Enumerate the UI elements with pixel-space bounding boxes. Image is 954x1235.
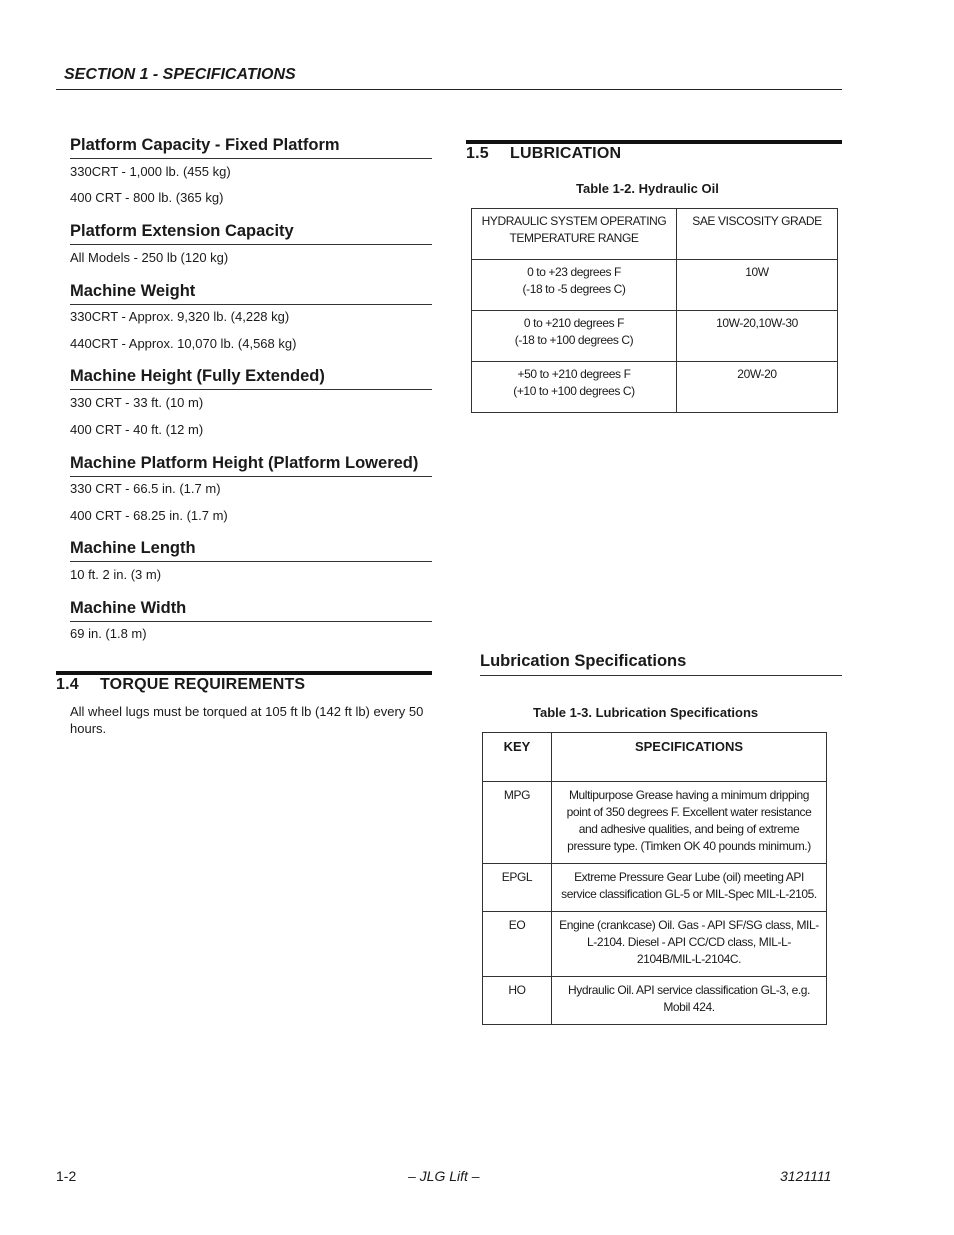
column-header: SAE VISCOSITY GRADE xyxy=(677,209,838,260)
spec-line: 10 ft. 2 in. (3 m) xyxy=(70,567,162,582)
table-cell xyxy=(472,362,677,413)
table-cell xyxy=(472,311,677,362)
section-header: SECTION 1 - SPECIFICATIONS xyxy=(64,66,296,83)
spec-line: 400 CRT - 800 lb. (365 kg) xyxy=(70,190,224,205)
table-cell: 20W-20 xyxy=(677,362,838,413)
column-header: HYDRAULIC SYSTEM OPERATING TEMPERATURE RANGE xyxy=(472,209,677,260)
lubrication-specs-table xyxy=(482,732,827,1025)
key-cell: HO xyxy=(483,977,552,1025)
spec-line: 330CRT - 1,000 lb. (455 kg) xyxy=(70,164,231,179)
section-title-text: TORQUE REQUIREMENTS xyxy=(100,676,306,693)
page-number: 1-2 xyxy=(56,1168,77,1184)
table-caption-hydraulic-oil: Table 1-2. Hydraulic Oil xyxy=(576,181,719,196)
table-cell: 10W xyxy=(677,260,838,311)
table-row xyxy=(472,311,838,362)
spec-line: 330CRT - Approx. 9,320 lb. (4,228 kg) xyxy=(70,309,290,324)
spec-heading-platform-capacity: Platform Capacity - Fixed Platform xyxy=(70,136,432,159)
key-cell: MPG xyxy=(483,782,552,864)
spec-heading-machine-length: Machine Length xyxy=(70,539,432,562)
table-row xyxy=(472,260,838,311)
section-rule xyxy=(56,671,432,675)
table-row xyxy=(483,912,827,977)
spec-heading-platform-height: Machine Platform Height (Platform Lowered) xyxy=(70,454,432,477)
table-row xyxy=(483,977,827,1025)
spec-line: 400 CRT - 40 ft. (12 m) xyxy=(70,422,204,437)
range-f: +50 to +210 degrees F xyxy=(517,367,631,381)
spec-cell: Multipurpose Grease having a minimum dripping point of 350 degrees F. Excellent water resistance and adhesive qualities, and being of extreme pressure type. (Timken OK 40 pounds minimum.) xyxy=(552,782,827,864)
range-f: 0 to +23 degrees F xyxy=(527,265,621,279)
spec-line: 400 CRT - 68.25 in. (1.7 m) xyxy=(70,508,228,523)
spec-heading-extension-capacity: Platform Extension Capacity xyxy=(70,222,432,245)
spec-line: 330 CRT - 33 ft. (10 m) xyxy=(70,395,204,410)
range-c: (+10 to +100 degrees C) xyxy=(513,384,635,398)
spec-heading-machine-width: Machine Width xyxy=(70,599,432,622)
section-rule xyxy=(466,140,842,144)
spec-line: 69 in. (1.8 m) xyxy=(70,626,147,641)
spec-cell: Extreme Pressure Gear Lube (oil) meeting API service classification GL-5 or MIL-Spec MIL-L-2105. xyxy=(552,864,827,912)
range-f: 0 to +210 degrees F xyxy=(523,316,625,330)
range-c: (-18 to +100 degrees C) xyxy=(514,333,634,347)
spec-heading-machine-height: Machine Height (Fully Extended) xyxy=(70,367,432,390)
table-cell: 10W-20,10W-30 xyxy=(677,311,838,362)
hydraulic-oil-table xyxy=(471,208,838,413)
section-number: 1.4 xyxy=(56,676,79,693)
section-title-text: LUBRICATION xyxy=(510,145,622,162)
table-row xyxy=(472,362,838,413)
spec-line: All Models - 250 lb (120 kg) xyxy=(70,250,229,265)
torque-text: All wheel lugs must be torqued at 105 ft lb (142 ft lb) every 50 hours. xyxy=(70,704,424,736)
document-number: 3121111 xyxy=(780,1168,832,1184)
column-header: KEY xyxy=(483,733,552,782)
table-row xyxy=(483,864,827,912)
table-header-row xyxy=(472,209,838,260)
key-cell: EPGL xyxy=(483,864,552,912)
spec-line: 330 CRT - 66.5 in. (1.7 m) xyxy=(70,481,221,496)
section-title-lubrication xyxy=(466,145,621,163)
section-title-torque xyxy=(56,676,305,694)
spec-cell: Engine (crankcase) Oil. Gas - API SF/SG class, MIL-L-2104. Diesel - API CC/CD class, MIL-L-2104B/MIL-L-2104C. xyxy=(552,912,827,977)
table-header-row xyxy=(483,733,827,782)
table-row xyxy=(483,782,827,864)
table-cell xyxy=(472,260,677,311)
lubrication-specifications-heading: Lubrication Specifications xyxy=(480,652,842,676)
range-c: (-18 to -5 degrees C) xyxy=(522,282,626,296)
section-number: 1.5 xyxy=(466,145,489,162)
header-divider xyxy=(56,89,842,90)
footer-brand: – JLG Lift – xyxy=(408,1168,480,1184)
spec-line: 440CRT - Approx. 10,070 lb. (4,568 kg) xyxy=(70,336,297,351)
spec-cell: Hydraulic Oil. API service classification GL-3, e.g. Mobil 424. xyxy=(552,977,827,1025)
column-header: SPECIFICATIONS xyxy=(552,733,827,782)
spec-heading-machine-weight: Machine Weight xyxy=(70,282,432,305)
key-cell: EO xyxy=(483,912,552,977)
table-caption-lubrication-specs: Table 1-3. Lubrication Specifications xyxy=(533,705,759,720)
